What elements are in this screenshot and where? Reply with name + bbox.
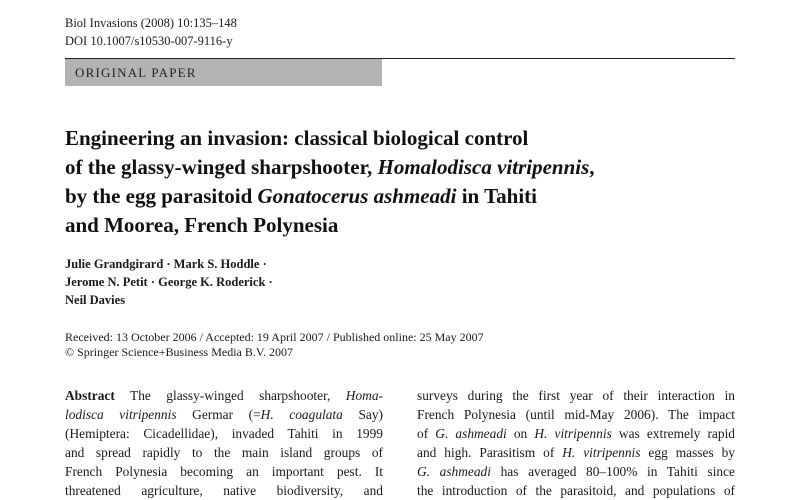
abstract-line: threatened agriculture, native biodiversity, and [65, 483, 383, 498]
abstract-line: Abstract The glassy-winged sharpshooter, Homa- [65, 388, 383, 403]
author-line: Julie Grandgirard · Mark S. Hoddle · [65, 257, 267, 271]
doi: DOI 10.1007/s10530-007-9116-y [65, 34, 233, 48]
title-line: of the glassy-winged sharpshooter, Homalodisca vitripennis, [65, 155, 595, 179]
body-line: the introduction of the parasitoid, and populations of [417, 483, 735, 498]
body-line: and high. Parasitism of H. vitripennis egg masses by [417, 445, 735, 460]
body-line: surveys during the first year of their interaction in [417, 388, 735, 403]
author-line: Neil Davies [65, 293, 126, 307]
received-dates: Received: 13 October 2006 / Accepted: 19 April 2007 / Published online: 25 May 2007 [65, 330, 484, 344]
copyright: © Springer Science+Business Media B.V. 2007 [65, 345, 293, 359]
abstract-line: lodisca vitripennis Germar (=H. coagulata Say) [65, 407, 383, 422]
section-label: ORIGINAL PAPER [75, 65, 197, 80]
publication-dates [65, 330, 484, 360]
body-line: of G. ashmeadi on H. vitripennis was extremely rapid [417, 426, 735, 441]
author-line: Jerome N. Petit · George K. Roderick · [65, 275, 273, 289]
abstract-line: (Hemiptera: Cicadellidae), invaded Tahiti in 1999 [65, 426, 383, 441]
abstract-heading: Abstract [65, 388, 115, 403]
title-line: Engineering an invasion: classical biological control [65, 126, 529, 150]
abstract-column [65, 386, 383, 500]
section-band [65, 59, 382, 86]
abstract-line: and spread rapidly to the main island groups of [65, 445, 383, 460]
author-list [65, 255, 273, 309]
right-column [417, 386, 735, 500]
body-line: French Polynesia (until mid-May 2006). The impact [417, 407, 735, 422]
journal-reference: Biol Invasions (2008) 10:135–148 [65, 16, 237, 30]
abstract-line: French Polynesia becoming an important pest. It [65, 464, 383, 479]
article-title [65, 124, 735, 240]
body-line: G. ashmeadi has averaged 80–100% in Tahiti since [417, 464, 735, 479]
title-line: by the egg parasitoid Gonatocerus ashmeadi in Tahiti [65, 184, 538, 208]
title-line: and Moorea, French Polynesia [65, 213, 339, 237]
